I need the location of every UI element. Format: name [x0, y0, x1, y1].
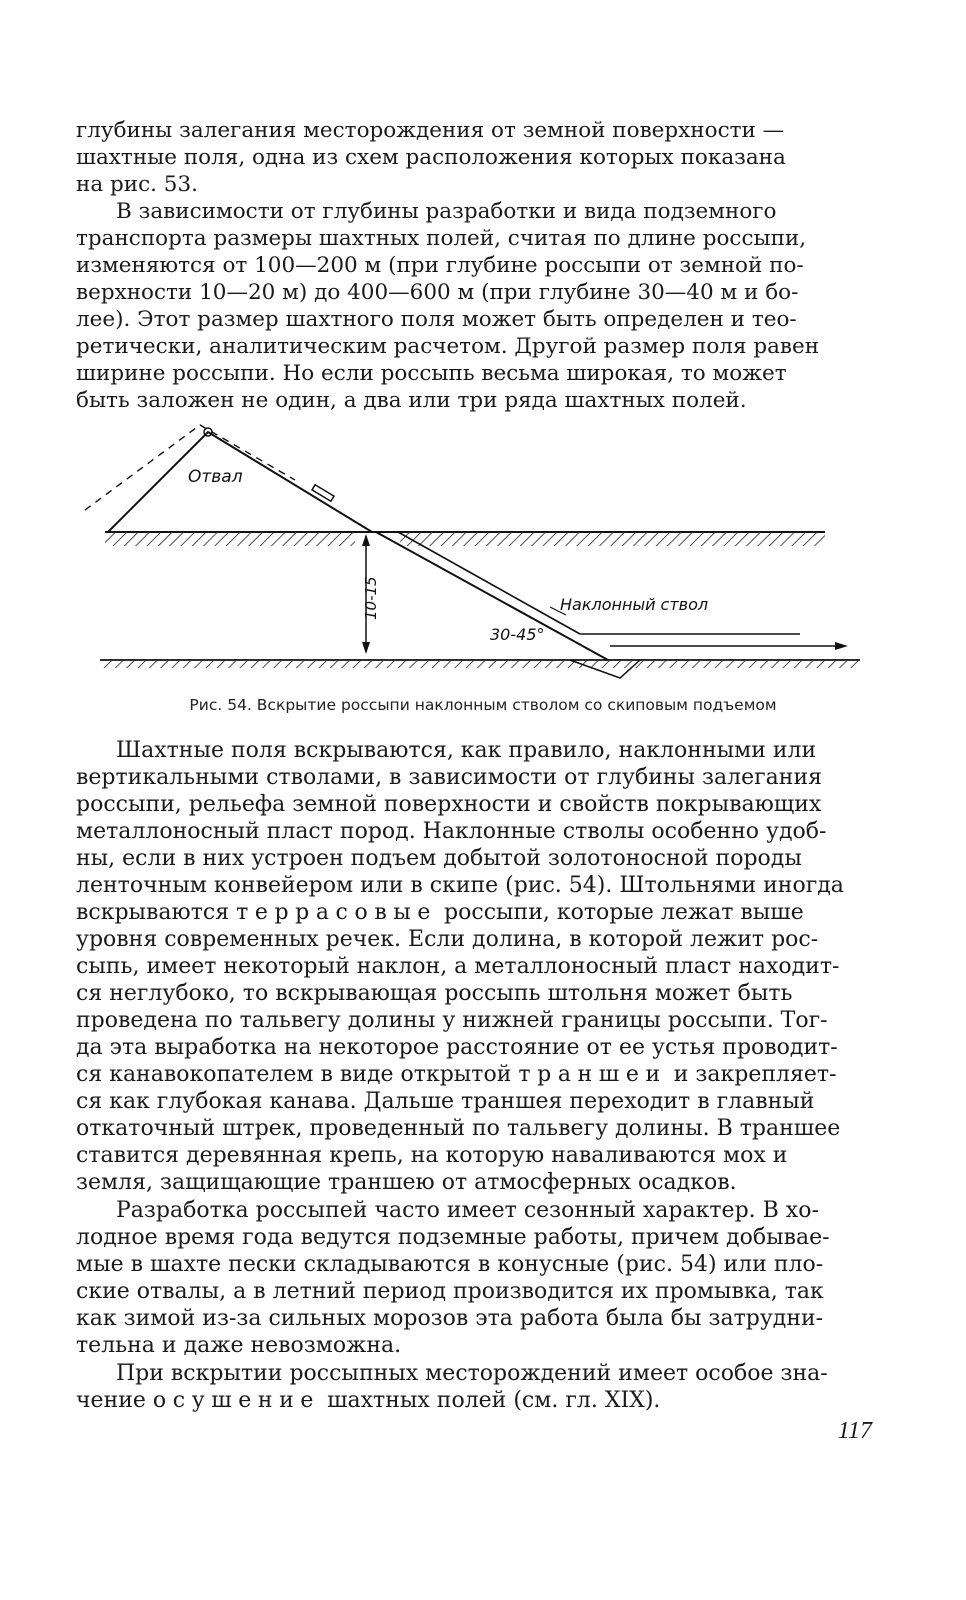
text-line: проведена по тальвегу долины у нижней границы россыпи. Тог-: [76, 1008, 828, 1033]
emphasized-term: траншеи: [518, 1062, 667, 1087]
angle-label: 30-45°: [490, 625, 545, 644]
text-line: ся как глубокая канава. Дальше траншея переходит в главный: [76, 1089, 815, 1114]
text-line: Разработка россыпей часто имеет сезонный характер. В хо-: [116, 1198, 819, 1223]
text-line: лее). Этот размер шахтного поля может быть определен и тео-: [76, 307, 797, 332]
inclined-shaft: [376, 532, 848, 660]
text-line: [76, 1387, 876, 1414]
text-line: тельна и даже невозможна.: [76, 1333, 402, 1358]
text-line: лодное время года ведутся подземные работы, причем добывае-: [76, 1225, 830, 1250]
paragraph-1: [76, 117, 876, 198]
emphasized-term: террасовые: [236, 900, 438, 925]
text-line: В зависимости от глубины разработки и вида подземного: [116, 199, 777, 224]
text-line: ны, если в них устроен подъем добытой золотоносной породы: [76, 846, 802, 871]
text-line: транспорта размеры шахтных полей, считая по длине россыпи,: [76, 226, 807, 251]
emphasized-term: осушение: [152, 1388, 321, 1413]
dump-cone: [85, 425, 372, 532]
text-line: уровня современных речек. Если долина, в которой лежит рос-: [76, 927, 819, 952]
paragraph-4: [76, 1197, 876, 1359]
text-line: сыпь, имеет некоторый наклон, а металлоносный пласт находит-: [76, 954, 840, 979]
bedrock: [100, 660, 860, 678]
text-line: вертикальными стволами, в зависимости от глубины залегания: [76, 765, 822, 790]
text-fragment: шахтных полей (см. гл. XIX).: [327, 1388, 661, 1413]
text-line: глубины залегания месторождения от земной поверхности —: [76, 118, 785, 143]
text-line: ретически, аналитическим расчетом. Другой размер поля равен: [76, 334, 820, 359]
text-fragment: вскрываются: [76, 900, 230, 925]
text-fragment: россыпи, которые лежат выше: [444, 900, 804, 925]
paragraph-2: [76, 198, 876, 414]
shaft-label: Наклонный ствол: [560, 595, 709, 614]
text-line: на рис. 53.: [76, 172, 198, 197]
text-line: да эта выработка на некоторое расстояние от ее устья проводит-: [76, 1035, 838, 1060]
depth-dimension: [362, 534, 380, 654]
ground-surface: [105, 532, 825, 546]
text-line: ставится деревянная крепь, на которую наваливаются мох и: [76, 1143, 788, 1168]
text-line: При вскрытии россыпных месторождений имеет особое зна-: [116, 1361, 828, 1386]
text-fragment: чение: [76, 1388, 146, 1413]
text-line: земля, защищающие траншею от атмосферных осадков.: [76, 1170, 737, 1195]
text-line: изменяются от 100—200 м (при глубине россыпи от земной по-: [76, 253, 804, 278]
figure-54-drawing: [80, 420, 870, 690]
text-line: верхности 10—20 м) до 400—600 м (при глубине 30—40 м и бо-: [76, 280, 799, 305]
text-line: шахтные поля, одна из схем расположения которых показана: [76, 145, 786, 170]
paragraph-3: [76, 737, 876, 1196]
text-line: откаточный штрек, проведенный по тальвегу долины. В траншее: [76, 1116, 841, 1141]
text-line: быть заложен не один, а два или три ряда шахтных полей.: [76, 388, 747, 413]
text-line: Шахтные поля вскрываются, как правило, наклонными или: [116, 738, 817, 763]
text-line: ся неглубоко, то вскрывающая россыпь штольня может быть: [76, 981, 793, 1006]
text-line: мые в шахте пески складываются в конусные (рис. 54) или пло-: [76, 1252, 824, 1277]
depth-label: 10-15: [362, 576, 380, 620]
text-fragment: ся канавокопателем в виде открытой: [76, 1062, 512, 1087]
page-number: 117: [837, 1418, 872, 1444]
text-line: [76, 899, 876, 926]
text-fragment: и закрепляет-: [673, 1062, 837, 1087]
text-line: как зимой из-за сильных морозов эта работа была бы затрудни-: [76, 1306, 824, 1331]
paragraph-5: [76, 1360, 876, 1414]
text-line: россыпи, рельефа земной поверхности и свойств покрывающих: [76, 792, 822, 817]
dump-label: Отвал: [188, 467, 243, 487]
figure-caption: Рис. 54. Вскрытие россыпи наклонным стволом со скиповым подъемом: [189, 696, 777, 714]
figure-54: [80, 420, 870, 690]
text-line: металлоносный пласт пород. Наклонные стволы особенно удоб-: [76, 819, 827, 844]
text-line: [76, 1061, 876, 1088]
text-line: ширине россыпи. Но если россыпь весьма широкая, то может: [76, 361, 787, 386]
text-line: ские отвалы, а в летний период производится их промывка, так: [76, 1279, 824, 1304]
text-line: ленточным конвейером или в скипе (рис. 54). Штольнями иногда: [76, 873, 844, 898]
